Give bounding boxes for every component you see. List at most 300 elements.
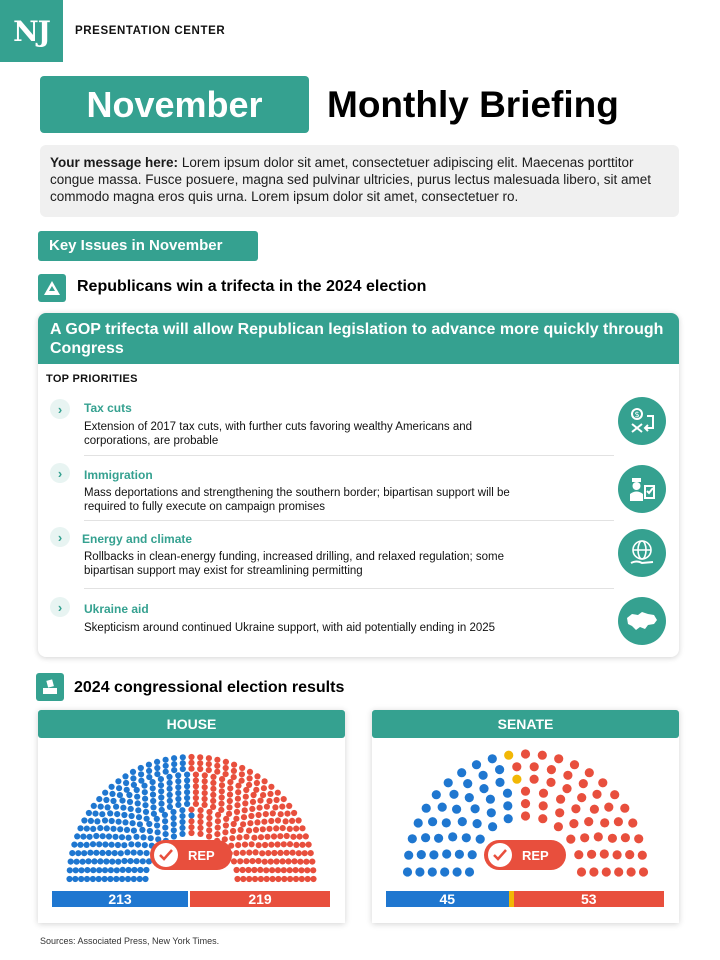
house-seat-rep [233, 816, 239, 822]
house-seat-rep [249, 806, 255, 812]
senate-seat-rep [577, 867, 586, 876]
house-seat-dem [84, 876, 90, 882]
house-seat-dem [180, 766, 186, 772]
house-seat-rep [235, 796, 241, 802]
house-seat-rep [223, 765, 229, 771]
house-seat-rep [270, 810, 276, 816]
house-seat-rep [206, 815, 212, 821]
house-seat-dem [127, 858, 133, 864]
senate-seat-dem [495, 778, 504, 787]
house-seat-dem [109, 791, 115, 797]
house-seat-rep [256, 842, 262, 848]
house-seat-rep [284, 850, 290, 856]
house-seat-dem [131, 876, 137, 882]
house-seat-dem [112, 834, 118, 840]
senate-seat-rep [547, 765, 556, 774]
senate-seat-rep [546, 778, 555, 787]
house-seat-rep [210, 804, 216, 810]
section-title-election: 2024 congressional election results [74, 679, 345, 696]
house-seat-rep [299, 876, 305, 882]
house-seat-rep [260, 826, 266, 832]
house-seat-dem [78, 867, 84, 873]
house-seat-dem [140, 834, 146, 840]
house-seat-rep [202, 796, 208, 802]
house-seat-dem [155, 829, 161, 835]
house-seat-dem [121, 858, 127, 864]
house-seat-rep [260, 792, 266, 798]
house-seat-rep [234, 802, 240, 808]
senate-seat-dem [453, 867, 462, 876]
house-seat-dem [84, 842, 90, 848]
house-seat-dem [125, 876, 131, 882]
senate-seat-rep [555, 808, 564, 817]
house-seat-dem [110, 798, 116, 804]
house-seat-dem [150, 785, 156, 791]
house-seat-rep [238, 827, 244, 833]
house-seat-rep [249, 858, 255, 864]
house-seat-rep [247, 775, 253, 781]
house-seat-rep [281, 841, 287, 847]
house-seat-rep [268, 818, 274, 824]
senate-seat-dem [422, 804, 431, 813]
house-seat-dem [77, 842, 83, 848]
house-seat-dem [135, 842, 141, 848]
house-seat-dem [117, 792, 123, 798]
message-lead: Your message here: [50, 155, 179, 170]
senate-seat-rep [600, 818, 609, 827]
house-seat-dem [120, 805, 126, 811]
house-seat-rep [246, 876, 252, 882]
house-seat-dem [73, 867, 79, 873]
house-seat-rep [271, 850, 277, 856]
house-seat-rep [263, 811, 269, 817]
house-seat-rep [262, 859, 268, 865]
house-seat-rep [231, 768, 237, 774]
house-seat-rep [267, 791, 273, 797]
house-seat-rep [287, 826, 293, 832]
divider [84, 520, 614, 521]
house-seat-dem [133, 834, 139, 840]
senate-seat-rep [580, 833, 589, 842]
house-seat-dem [184, 801, 190, 807]
house-seat-dem [142, 842, 148, 848]
house-seat-dem [184, 795, 190, 801]
house-seat-dem [98, 804, 104, 810]
house-seat-rep [261, 785, 267, 791]
house-seat-dem [175, 796, 181, 802]
house-seat-rep [242, 807, 248, 813]
house-seat-dem [71, 842, 77, 848]
house-seat-rep [261, 819, 267, 825]
house-seat-rep [202, 802, 208, 808]
senate-seat-rep [539, 801, 548, 810]
house-seat-rep [286, 803, 292, 809]
house-seat-rep [193, 801, 199, 807]
senate-seat-rep [590, 805, 599, 814]
house-seat-dem [158, 782, 164, 788]
house-seat-dem [179, 807, 185, 813]
senate-seat-dem [462, 833, 471, 842]
senate-seat-rep [600, 849, 609, 858]
house-seat-dem [74, 833, 80, 839]
chevron-right-icon: › [50, 463, 70, 483]
house-seat-dem [150, 798, 156, 804]
senate-rep-segment [514, 891, 664, 907]
house-seat-rep [214, 757, 220, 763]
house-seat-dem [175, 802, 181, 808]
house-seat-rep [270, 876, 276, 882]
house-seat-dem [175, 784, 181, 790]
house-seat-rep [223, 771, 229, 777]
house-seat-rep [252, 876, 258, 882]
house-seat-rep [304, 867, 310, 873]
house-seat-rep [251, 835, 257, 841]
house-seat-dem [131, 867, 137, 873]
senate-seat-rep [627, 867, 636, 876]
house-seat-dem [102, 790, 108, 796]
house-seat-rep [240, 867, 246, 873]
house-seat-rep [210, 798, 216, 804]
house-seat-rep [277, 833, 283, 839]
house-seat-rep [262, 842, 268, 848]
house-seat-dem [184, 777, 190, 783]
house-seat-dem [180, 760, 186, 766]
house-seat-dem [171, 833, 177, 839]
senate-seat-dem [503, 789, 512, 798]
house-seat-rep [310, 876, 316, 882]
house-seat-dem [179, 819, 185, 825]
senate-seat-ind [512, 775, 521, 784]
house-seat-rep [234, 876, 240, 882]
house-seat-dem [90, 826, 96, 832]
senate-seat-dem [449, 790, 458, 799]
house-seat-rep [210, 786, 216, 792]
house-seat-dem [94, 818, 100, 824]
senate-winner-badge [484, 840, 566, 870]
house-seat-rep [268, 859, 274, 865]
house-seat-rep [240, 876, 246, 882]
senate-seat-rep [614, 817, 623, 826]
house-seat-rep [280, 858, 286, 864]
house-seat-rep [233, 850, 239, 856]
house-seat-rep [283, 818, 289, 824]
house-seat-dem [171, 755, 177, 761]
house-seat-dem [137, 876, 143, 882]
house-winner: REP [188, 847, 215, 863]
house-seat-rep [262, 778, 268, 784]
senate-seat-dem [465, 793, 474, 802]
house-seat-rep [214, 769, 220, 775]
divider [84, 455, 614, 456]
house-seat-dem [130, 775, 136, 781]
house-seat-dem [115, 778, 121, 784]
house-seat-rep [247, 769, 253, 775]
house-seat-dem [122, 773, 128, 779]
house-seat-dem [158, 801, 164, 807]
house-seat-dem [123, 780, 129, 786]
chevron-right-icon: › [50, 399, 70, 419]
house-seat-dem [184, 789, 190, 795]
house-seat-dem [179, 831, 185, 837]
house-seat-rep [254, 819, 260, 825]
senate-seat-dem [403, 867, 412, 876]
house-seat-dem [143, 867, 149, 873]
house-dem-segment [52, 891, 188, 907]
house-seat-rep [219, 782, 225, 788]
svg-text:$: $ [634, 410, 640, 419]
check-icon [488, 843, 512, 867]
house-seat-rep [188, 830, 194, 836]
senate-seat-rep [604, 803, 613, 812]
house-seat-rep [258, 876, 264, 882]
house-seat-rep [214, 763, 220, 769]
house-header [38, 710, 345, 738]
house-seat-dem [130, 769, 136, 775]
house-seat-rep [197, 825, 203, 831]
priority-desc: Extension of 2017 tax cuts, with further cuts favoring wealthy Americans and corporations, are probable [84, 421, 473, 447]
house-seat-dem [179, 813, 185, 819]
senate-seat-rep [638, 851, 647, 860]
house-seat-dem [166, 774, 172, 780]
house-seat-rep [263, 867, 269, 873]
house-seat-rep [278, 811, 284, 817]
house-seat-rep [259, 850, 265, 856]
house-seat-dem [171, 821, 177, 827]
message-body: Lorem ipsum dolor sit amet, consectetuer adipiscing elit. Maecenas porttitor congue massa. Fusce posuere, magna sed pulvinar ultricies, purus lectus malesuada libero, sit amet commodo magna eros quis urna. Lorem ipsum dolor sit amet, consectetuer ro. [50, 155, 652, 204]
house-seat-dem [93, 833, 99, 839]
house-seat-dem [171, 827, 177, 833]
priorities-card [38, 313, 679, 657]
house-seat-rep [235, 842, 241, 848]
house-seat-rep [277, 850, 283, 856]
house-seat-rep [218, 807, 224, 813]
house-seat-rep [253, 849, 259, 855]
senate-seat-rep [592, 790, 601, 799]
house-seat-dem [69, 850, 75, 856]
house-seat-dem [114, 811, 120, 817]
house-seat-rep [275, 867, 281, 873]
house-seat-dem [144, 850, 150, 856]
house-seat-dem [109, 784, 115, 790]
house-seat-dem [75, 850, 81, 856]
senate-seat-rep [556, 795, 565, 804]
house-seat-dem [119, 798, 125, 804]
priority-desc: Rollbacks in clean-energy funding, increased drilling, and relaxed regulation; some bipartisan support may exist for streamlining permitting [84, 551, 504, 577]
house-seat-rep [197, 754, 203, 760]
house-seat-rep [266, 826, 272, 832]
top-priorities-label: TOP PRIORITIES [46, 373, 138, 385]
house-seat-rep [251, 792, 257, 798]
house-seat-dem [106, 850, 112, 856]
check-icon [154, 843, 178, 867]
house-seat-dem [80, 834, 86, 840]
house-seat-rep [197, 831, 203, 837]
house-seat-rep [302, 850, 308, 856]
house-seat-rep [198, 807, 204, 813]
house-seat-rep [281, 867, 287, 873]
house-seat-rep [243, 794, 249, 800]
house-seat-dem [108, 867, 114, 873]
house-seat-rep [240, 850, 246, 856]
chevron-right-icon: › [50, 527, 70, 547]
house-seat-rep [202, 784, 208, 790]
senate-seat-dem [444, 778, 453, 787]
house-seat-rep [298, 867, 304, 873]
house-seat-rep [299, 842, 305, 848]
senate-seat-rep [571, 804, 580, 813]
house-seat-rep [227, 792, 233, 798]
house-seat-dem [154, 765, 160, 771]
house-seat-rep [264, 876, 270, 882]
senate-seat-rep [589, 867, 598, 876]
senate-seat-rep [570, 760, 579, 769]
house-seat-dem [162, 812, 168, 818]
house-seat-dem [135, 807, 141, 813]
house-seat-dem [154, 822, 160, 828]
house-seat-rep [258, 834, 264, 840]
house-seat-dem [184, 783, 190, 789]
house-seat-dem [175, 790, 181, 796]
house-seat-rep [248, 813, 254, 819]
senate-seat-rep [602, 867, 611, 876]
house-seat-rep [257, 867, 263, 873]
senate-seat-rep [620, 804, 629, 813]
house-seat-rep [306, 842, 312, 848]
house-seat-dem [162, 818, 168, 824]
house-seat-dem [142, 796, 148, 802]
house-seat-rep [206, 809, 212, 815]
house-seat-dem [158, 788, 164, 794]
senate-seat-dem [432, 790, 441, 799]
house-seat-rep [281, 796, 287, 802]
house-seat-dem [103, 858, 109, 864]
chevron-right-icon: › [50, 597, 70, 617]
house-seat-dem [102, 817, 108, 823]
house-seat-dem [117, 826, 123, 832]
house-seat-dem [96, 867, 102, 873]
senate-seat-dem [452, 805, 461, 814]
section-title-trifecta: Republicans win a trifecta in the 2024 election [77, 278, 427, 295]
house-seat-rep [240, 821, 246, 827]
house-seat-dem [167, 780, 173, 786]
house-seat-rep [215, 825, 221, 831]
senate-seat-dem [458, 817, 467, 826]
house-seat-dem [146, 768, 152, 774]
house-seat-dem [66, 876, 72, 882]
house-seat-dem [91, 803, 97, 809]
senate-seat-rep [634, 834, 643, 843]
house-seat-dem [167, 792, 173, 798]
senate-seat-dem [488, 822, 497, 831]
senate-seat-rep [574, 850, 583, 859]
senate-seat-dem [408, 834, 417, 843]
priority-desc: Mass deportations and strengthening the southern border; bipartisan support will be required to fully execute on campaign promises [84, 487, 510, 513]
sources-note: Sources: Associated Press, New York Times. [40, 936, 220, 946]
house-seat-rep [299, 825, 305, 831]
globe-hand-icon [618, 529, 666, 577]
house-seat-rep [303, 859, 309, 865]
house-seat-rep [193, 795, 199, 801]
priority-desc: Skepticism around continued Ukraine support, with aid potentially ending in 2025 [84, 622, 496, 634]
house-seat-dem [124, 787, 130, 793]
house-seat-rep [303, 833, 309, 839]
house-seat-rep [269, 867, 275, 873]
house-seat-rep [293, 826, 299, 832]
senate-seat-dem [487, 808, 496, 817]
senate-seat-rep [613, 850, 622, 859]
house-seat-dem [112, 850, 118, 856]
house-seat-dem [84, 826, 90, 832]
card-heading: A GOP trifecta will allow Republican legislation to advance more quickly through Congress [38, 313, 679, 364]
house-seat-dem [131, 850, 137, 856]
house-seat-rep [206, 821, 212, 827]
senate-label: SENATE [497, 716, 554, 732]
house-seat-dem [119, 834, 125, 840]
senate-seat-dem [404, 851, 413, 860]
house-seat-dem [154, 771, 160, 777]
house-seat-rep [206, 833, 212, 839]
senate-seat-dem [479, 771, 488, 780]
house-seat-rep [250, 799, 256, 805]
house-seat-rep [197, 766, 203, 772]
senate-header [372, 710, 679, 738]
house-seat-rep [293, 867, 299, 873]
house-seat-rep [281, 876, 287, 882]
house-seat-dem [122, 819, 128, 825]
house-seat-dem [113, 804, 119, 810]
house-seat-dem [78, 876, 84, 882]
house-seat-dem [107, 810, 113, 816]
priority-title: Tax cuts [84, 401, 132, 415]
senate-seat-dem [440, 867, 449, 876]
house-seat-rep [234, 867, 240, 873]
senate-seat-dem [417, 850, 426, 859]
house-seat-rep [309, 859, 315, 865]
house-seat-rep [310, 867, 316, 873]
house-seat-rep [256, 812, 262, 818]
senate-seat-dem [429, 850, 438, 859]
house-seat-dem [138, 771, 144, 777]
house-seat-dem [124, 849, 130, 855]
house-seat-rep [231, 821, 237, 827]
house-seat-dem [136, 814, 142, 820]
senate-seat-dem [442, 849, 451, 858]
house-seat-rep [266, 798, 272, 804]
house-seat-rep [246, 828, 252, 834]
house-seat-dem [129, 813, 135, 819]
house-seat-rep [308, 850, 314, 856]
senate-seat-rep [538, 814, 547, 823]
house-seat-rep [218, 801, 224, 807]
house-seat-dem [109, 818, 115, 824]
immigration-officer-icon [618, 465, 666, 513]
house-seat-rep [287, 876, 293, 882]
senate-seat-dem [428, 867, 437, 876]
house-seat-rep [284, 811, 290, 817]
house-seat-bar [52, 891, 330, 907]
senate-seat-dem [434, 834, 443, 843]
senate-seat-dem [457, 768, 466, 777]
house-seat-dem [80, 859, 86, 865]
house-seat-dem [150, 792, 156, 798]
house-seat-dem [90, 876, 96, 882]
house-seat-rep [239, 765, 245, 771]
house-seat-rep [284, 833, 290, 839]
senate-seat-rep [538, 751, 547, 760]
house-seat-dem [102, 876, 108, 882]
house-seat-rep [188, 818, 194, 824]
senate-seat-rep [587, 850, 596, 859]
